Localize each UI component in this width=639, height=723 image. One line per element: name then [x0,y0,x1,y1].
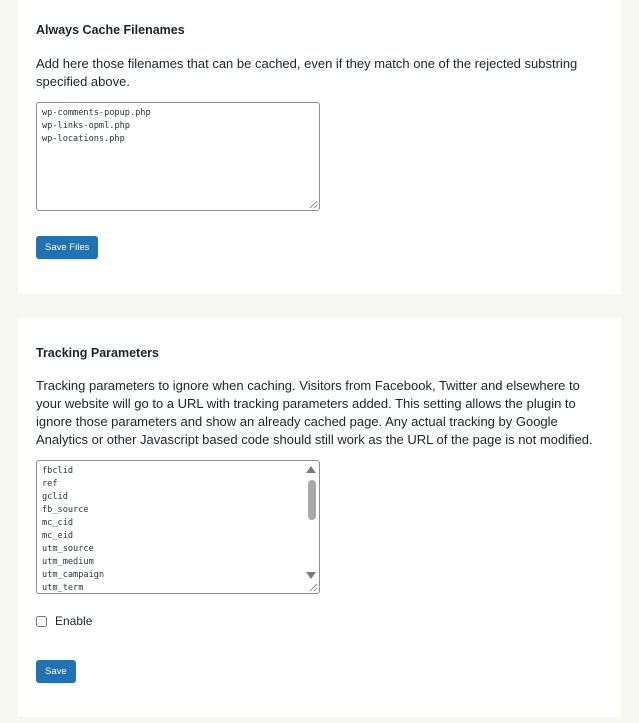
tracking-parameters-description: Tracking parameters to ignore when caching. Visitors from Facebook, Twitter and elsewhere to your website will go to a URL with tracking parameters added. This setting allows the plugin to ignore those parameters and show an already cached page. Any actual tracking by Google Analytics or other Javascript based code should still work as the URL of the page is not modified. [36,378,593,447]
resize-grip-icon[interactable] [309,583,318,592]
tracking-parameters-panel [18,318,621,717]
tracking-parameters-text: fbclid ref gclid fb_source mc_cid mc_eid utm_source utm_medium utm_campaign utm_term [42,466,105,593]
textarea-scrollbar[interactable] [305,462,318,581]
cache-filenames-textarea[interactable] [36,102,320,211]
save-files-button[interactable]: Save Files [36,236,98,259]
scroll-up-arrow-icon[interactable] [306,466,316,473]
tracking-parameters-title: Tracking Parameters [36,346,159,360]
enable-tracking-checkbox[interactable] [36,616,47,627]
scroll-thumb[interactable] [308,480,316,520]
scroll-down-arrow-icon[interactable] [306,572,316,579]
enable-tracking-row [36,614,92,628]
tracking-parameters-textarea[interactable] [36,460,320,594]
enable-tracking-label[interactable]: Enable [55,614,93,628]
cache-filenames-title: Always Cache Filenames [36,23,185,37]
cache-filenames-panel [18,0,621,294]
resize-grip-icon[interactable] [309,200,318,209]
save-tracking-button[interactable]: Save [36,660,76,683]
cache-filenames-text: wp-comments-popup.php wp-links-opml.php wp-locations.php [42,108,151,144]
cache-filenames-description: Add here those filenames that can be cached, even if they match one of the rejected substring specified above. [36,56,578,89]
